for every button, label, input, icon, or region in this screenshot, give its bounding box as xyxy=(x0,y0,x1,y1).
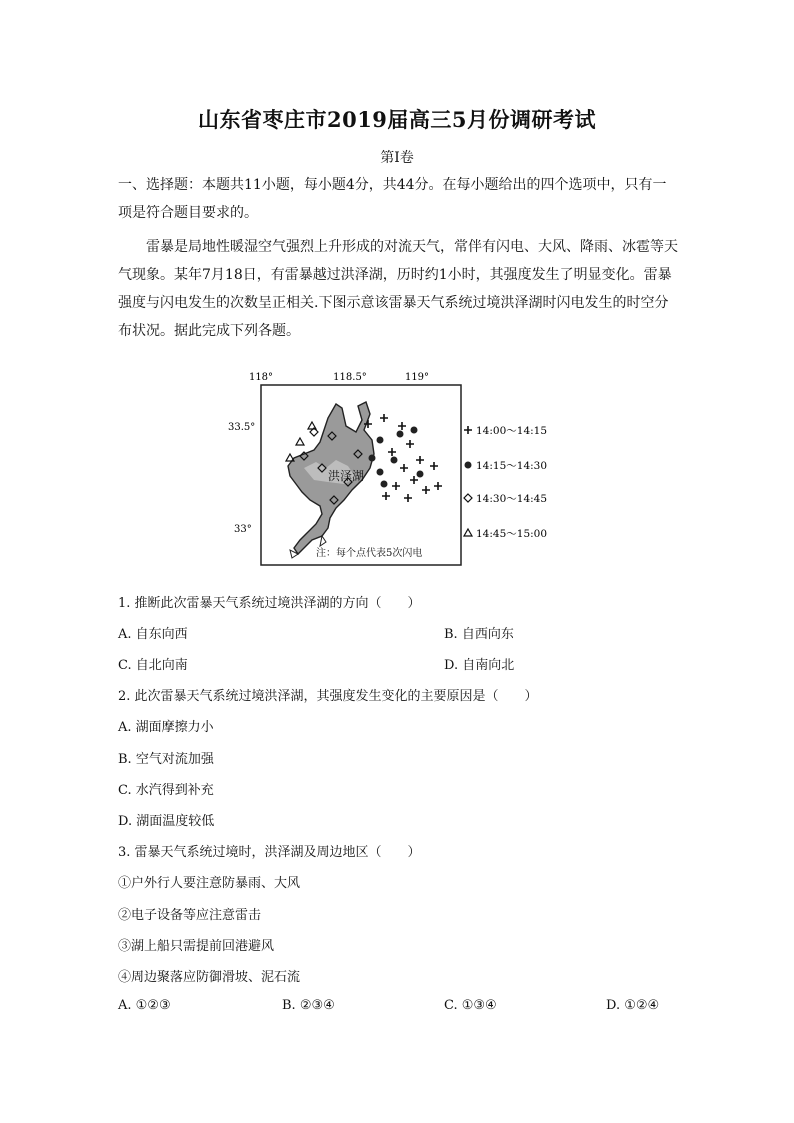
section-intro: 一、选择题：本题共11小题，每小题4分，共44分。在每小题给出的四个选项中，只有一项是符合题目要求的。 xyxy=(118,177,667,221)
legend-diamond-icon xyxy=(464,494,472,502)
question-3-stem: 3. 雷暴天气系统过境时，洪泽湖及周边地区（ ） xyxy=(118,845,421,860)
legend-dot-icon xyxy=(465,462,472,469)
plus-markers xyxy=(364,414,442,502)
lat-label-33: 33° xyxy=(234,524,252,535)
lightning-map-figure xyxy=(224,368,564,568)
q3-option-d: D. ①②④ xyxy=(606,998,660,1013)
question-1-stem: 1. 推断此次雷暴天气系统过境洪泽湖的方向（ ） xyxy=(118,596,421,611)
lon-label-118: 118° xyxy=(248,372,274,383)
question-2-stem: 2. 此次雷暴天气系统过境洪泽湖，其强度发生变化的主要原因是（ ） xyxy=(118,689,538,704)
q2-option-c: C. 水汽得到补充 xyxy=(118,783,214,798)
legend-label-2: 14:15～14:30 xyxy=(476,460,548,472)
q3-option-b: B. ②③④ xyxy=(282,998,335,1013)
legend-label-4: 14:45～15:00 xyxy=(476,528,548,540)
legend-triangle-icon xyxy=(464,529,472,536)
reading-passage: 雷暴是局地性暖湿空气强烈上升形成的对流天气，常伴有闪电、大风、降雨、冰雹等天气现象。某年7月18日，有雷暴越过洪泽湖，历时约1小时，其强度发生了明显变化。雷暴强度与闪电发生的次数呈正相关.下图示意该雷暴天气系统过境洪泽湖时闪电发生的时空分布状况。据此完成下列各题。 xyxy=(118,239,678,339)
legend-label-1: 14:00～14:15 xyxy=(476,425,548,437)
lon-label-118-5: 118.5° xyxy=(333,372,367,383)
lon-label-119: 119° xyxy=(404,372,430,383)
q2-option-b: B. 空气对流加强 xyxy=(118,752,214,767)
lat-label-33-5: 33.5° xyxy=(228,422,256,433)
q3-statement-4: ④周边聚落应防御滑坡、泥石流 xyxy=(118,970,301,985)
q2-option-d: D. 湖面温度较低 xyxy=(118,814,215,829)
q1-option-d: D. 自南向北 xyxy=(444,658,515,673)
q3-option-c: C. ①③④ xyxy=(444,998,497,1013)
legend-label-3: 14:30～14:45 xyxy=(476,493,548,505)
q1-option-a: A. 自东向西 xyxy=(118,627,188,642)
lake-label: 洪泽湖 xyxy=(328,469,365,483)
q2-option-a: A. 湖面摩擦力小 xyxy=(118,720,214,735)
legend-plus-icon xyxy=(464,426,472,434)
q3-option-a: A. ①②③ xyxy=(118,998,171,1013)
map-legend xyxy=(464,425,547,540)
dot-markers xyxy=(369,427,424,488)
q3-statement-2: ②电子设备等应注意雷击 xyxy=(118,908,262,923)
q1-option-b: B. 自西向东 xyxy=(444,627,514,642)
q3-statement-1: ①户外行人要注意防暴雨、大风 xyxy=(118,876,301,891)
q1-option-c: C. 自北向南 xyxy=(118,658,188,673)
q3-statement-3: ③湖上船只需提前回港避风 xyxy=(118,939,275,954)
page-title: 山东省枣庄市2019届高三5月份调研考试 xyxy=(197,107,597,132)
volume-label: 第Ⅰ卷 xyxy=(380,150,414,166)
map-note: 注：每个点代表5次闪电 xyxy=(316,548,423,559)
